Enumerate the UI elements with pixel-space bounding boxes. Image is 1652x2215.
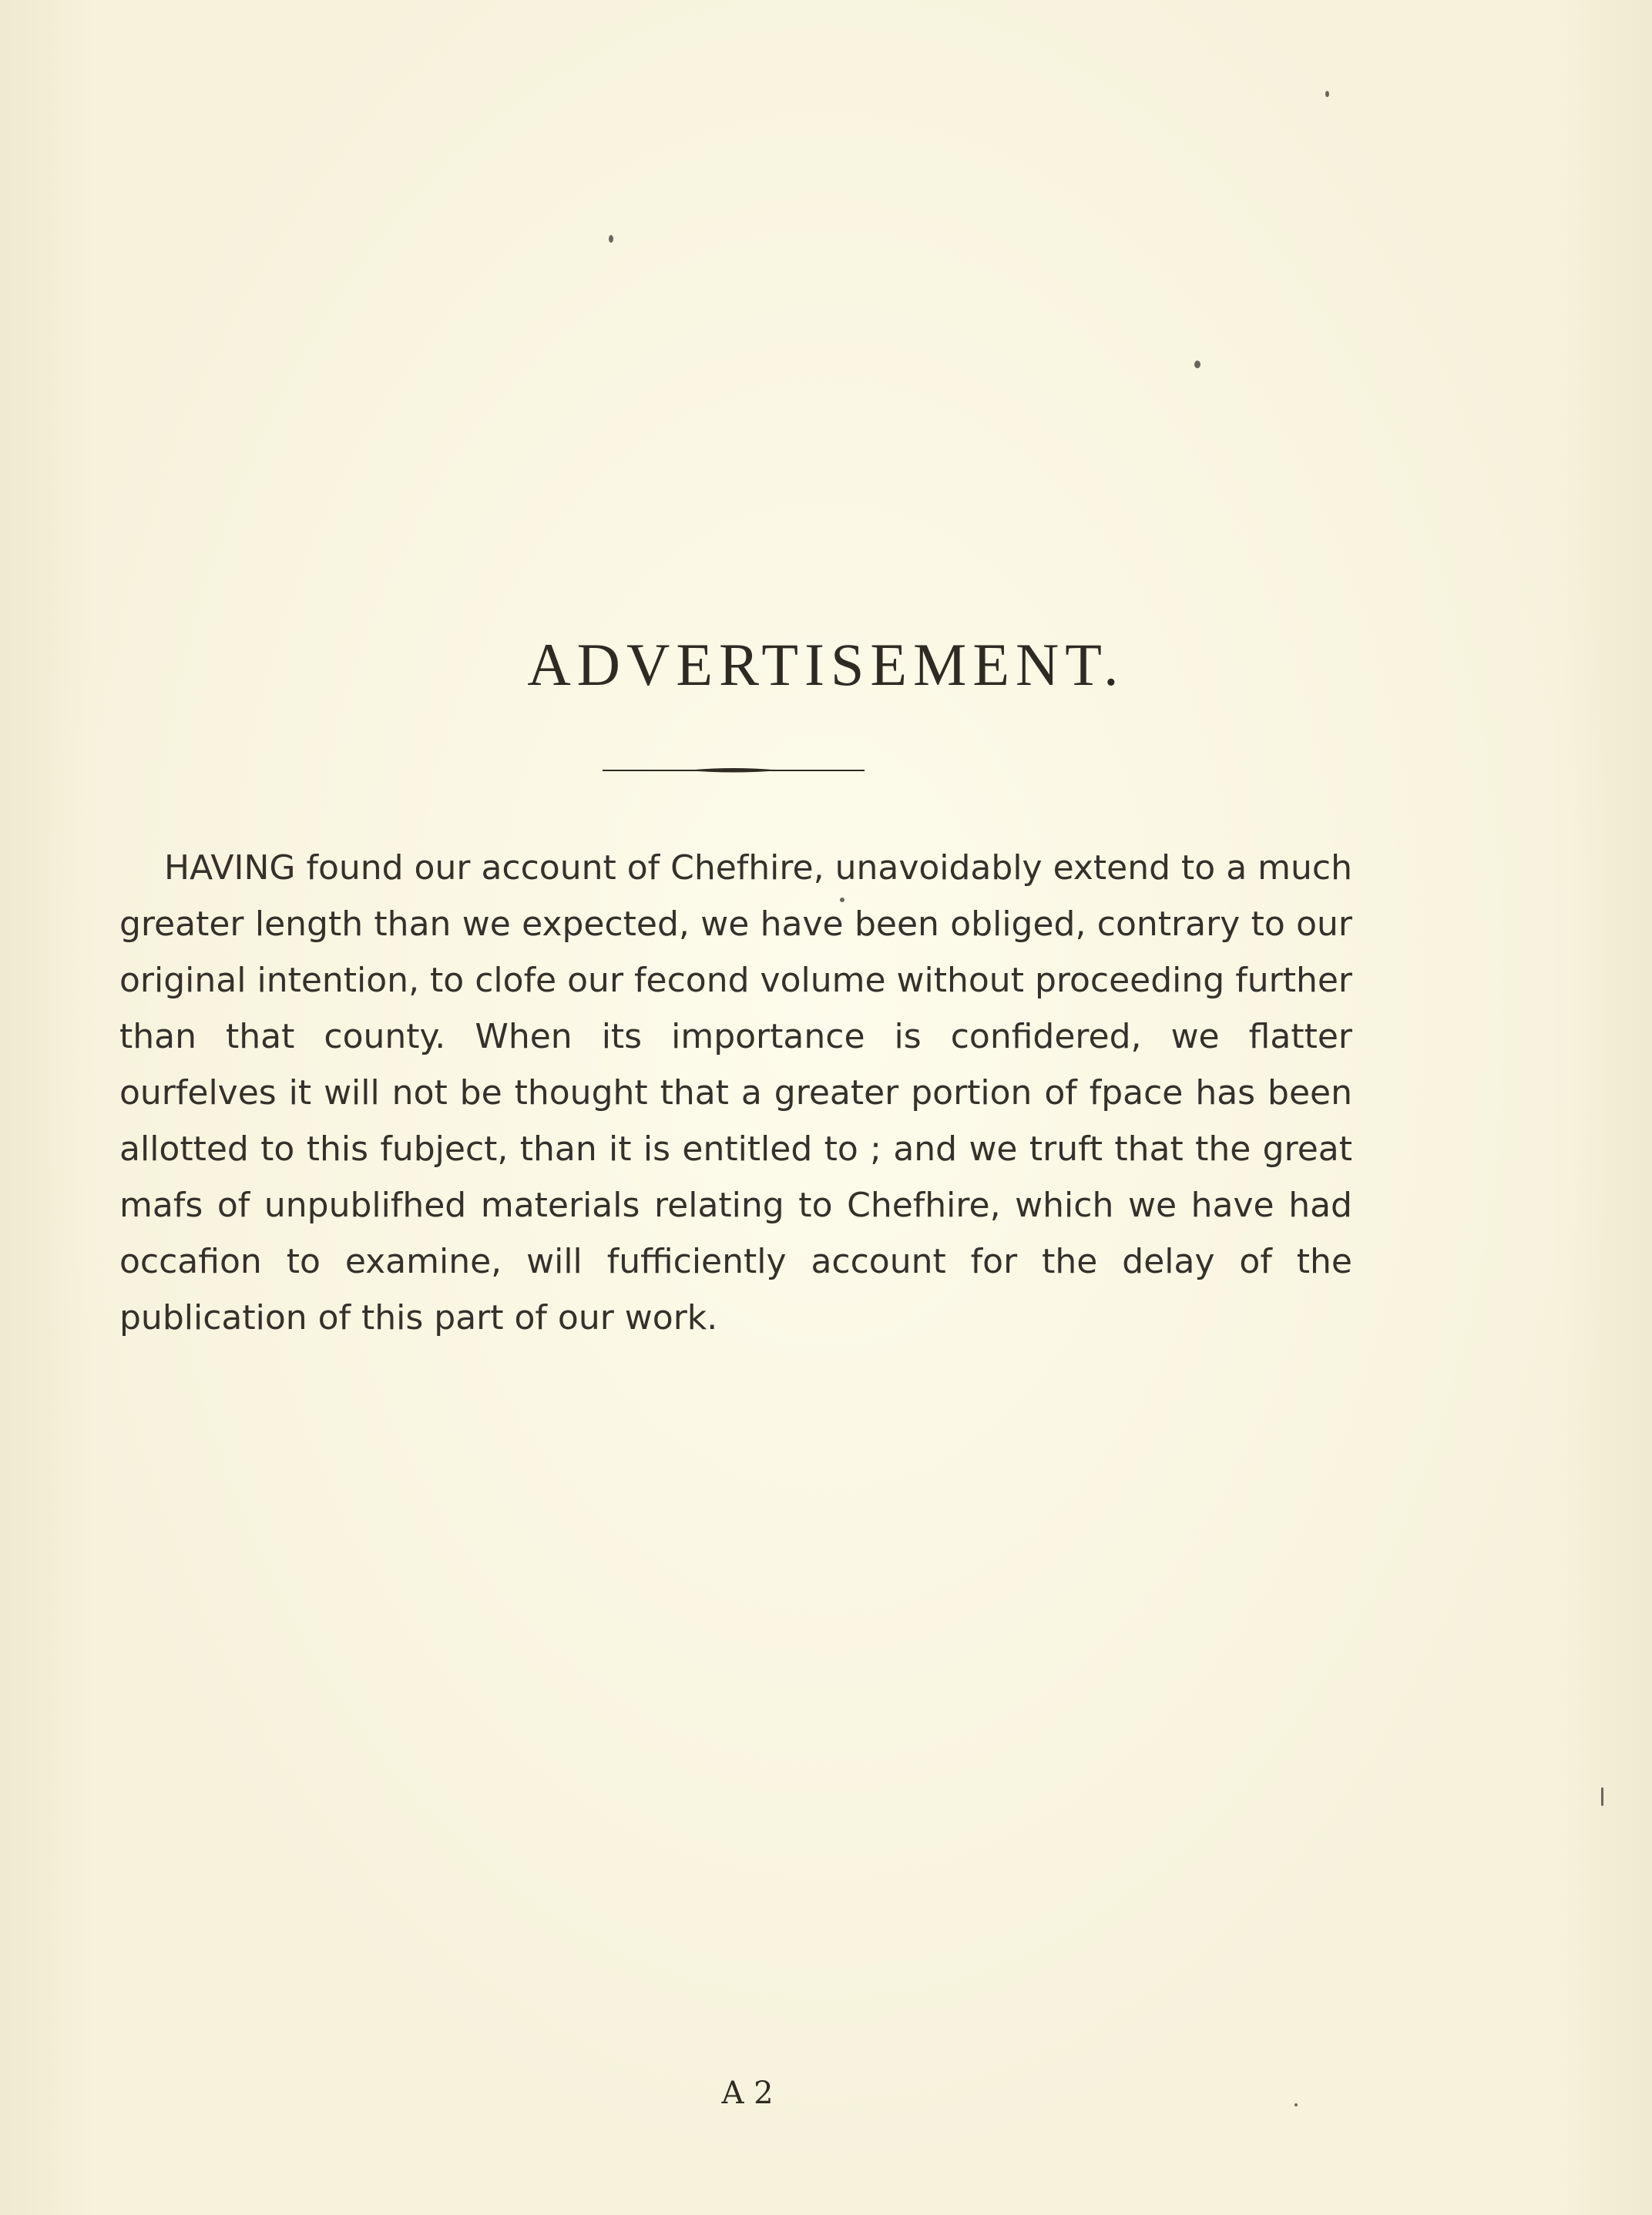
page-title: ADVERTISEMENT. bbox=[527, 631, 1125, 698]
print-speck bbox=[1325, 91, 1329, 97]
ornamental-rule bbox=[603, 767, 865, 774]
print-speck bbox=[840, 898, 844, 902]
print-speck bbox=[1294, 2103, 1298, 2106]
print-speck bbox=[1601, 1787, 1603, 1806]
signature-mark: A 2 bbox=[721, 2076, 774, 2111]
print-speck bbox=[609, 235, 613, 243]
print-speck bbox=[1194, 361, 1200, 368]
advertisement-paragraph: HAVING found our account of Chefhire, unavoidably extend to a much greater length than we expected, we have been obliged, contrary to our original intention, to clofe our fecond volume without proceeding further than that county. When its importance is confidered, we flatter ourfelves it will not be thought that a greater portion of fpace has been allotted to this fubject, than it is entitled to ; and we truft that the great mafs of unpublifhed materials relating to Chefhire, which we have had occafion to examine, will fufficiently account for the delay of the publication of this part of our work. bbox=[119, 848, 1352, 1337]
